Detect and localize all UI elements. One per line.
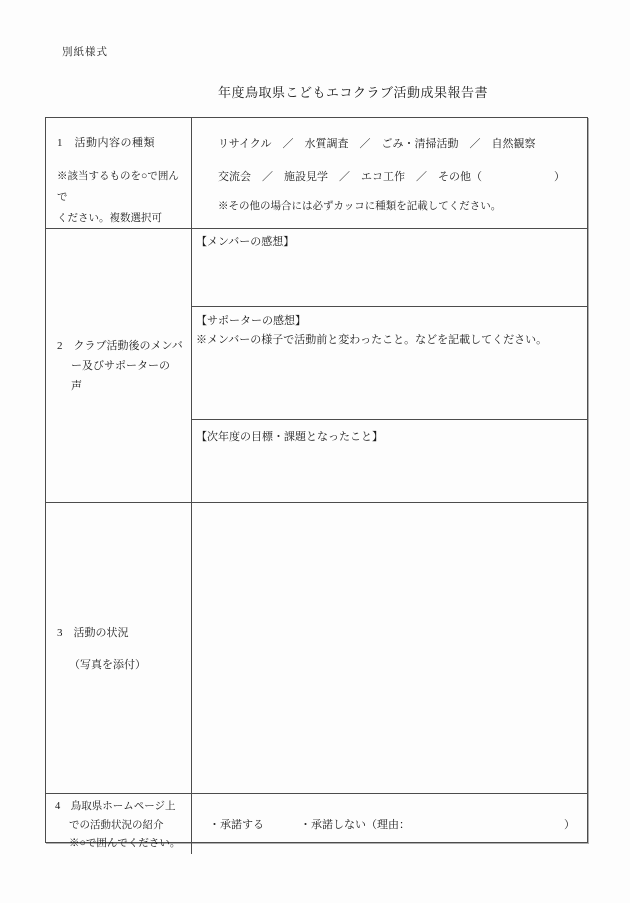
row4-label-line1: 4 鳥取県ホームページ上 <box>55 801 176 812</box>
next-year-goals-cell <box>192 420 587 503</box>
supporter-comments-note: ※メンバーの様子で活動前と変わったこと。などを記載してください。 <box>196 334 548 346</box>
consent-decline-option: ・承諾しない（理由： <box>300 818 410 831</box>
consent-cell <box>192 794 587 854</box>
form-style-label: 別紙様式 <box>62 47 108 58</box>
document-title: 年度鳥取県こどもエコクラブ活動成果報告書 <box>218 85 489 100</box>
activity-options-line2-text: 交流会 ／ 施設見学 ／ エコ工作 ／ その他（ <box>218 171 482 183</box>
supporter-comments-cell <box>192 307 587 420</box>
member-comments-heading: 【メンバーの感想】 <box>196 236 295 248</box>
row4-label-cell <box>46 794 192 854</box>
next-year-goals-heading: 【次年度の目標・課題となったこと】 <box>196 431 383 443</box>
consent-close-paren: ） <box>564 818 575 831</box>
row2-label-cell <box>46 229 192 503</box>
row4-label-line3: ※○で囲んでください。 <box>69 838 181 849</box>
activity-photos-cell <box>192 503 587 794</box>
row1-note-line2: ください。複数選択可 <box>57 213 162 224</box>
row2-label-line2: ー及びサポーターの <box>71 359 170 372</box>
activity-options-line1: リサイクル ／ 水質調査 ／ ごみ・清掃活動 ／ 自然観察 <box>218 138 536 150</box>
row1-note-line1: ※該当するものを○で囲んで <box>57 171 179 203</box>
row3-label-cell <box>46 503 192 794</box>
row2-label-line3: 声 <box>71 379 82 392</box>
report-form-table <box>45 117 588 849</box>
other-close-paren: ） <box>554 171 565 183</box>
row3-item-label: 3 活動の状況 <box>57 627 129 639</box>
row2-label-line1: 2 クラブ活動後のメンバ <box>57 339 183 352</box>
supporter-comments-heading: 【サポーターの感想】 <box>196 315 306 327</box>
row1-label-cell <box>46 118 192 229</box>
activity-options-line2 <box>218 168 567 184</box>
consent-accept-option: ・承諾する <box>209 818 264 831</box>
row1-item-label: 1 活動内容の種類 <box>57 137 155 149</box>
activity-options-note: ※その他の場合には必ずカッコに種類を記載してください。 <box>218 201 502 212</box>
row4-label-line2: での活動状況の紹介 <box>69 819 164 831</box>
member-comments-cell <box>192 229 587 307</box>
photo-attachment-note: （写真を添付） <box>69 659 146 671</box>
row1-options-cell <box>192 118 587 229</box>
